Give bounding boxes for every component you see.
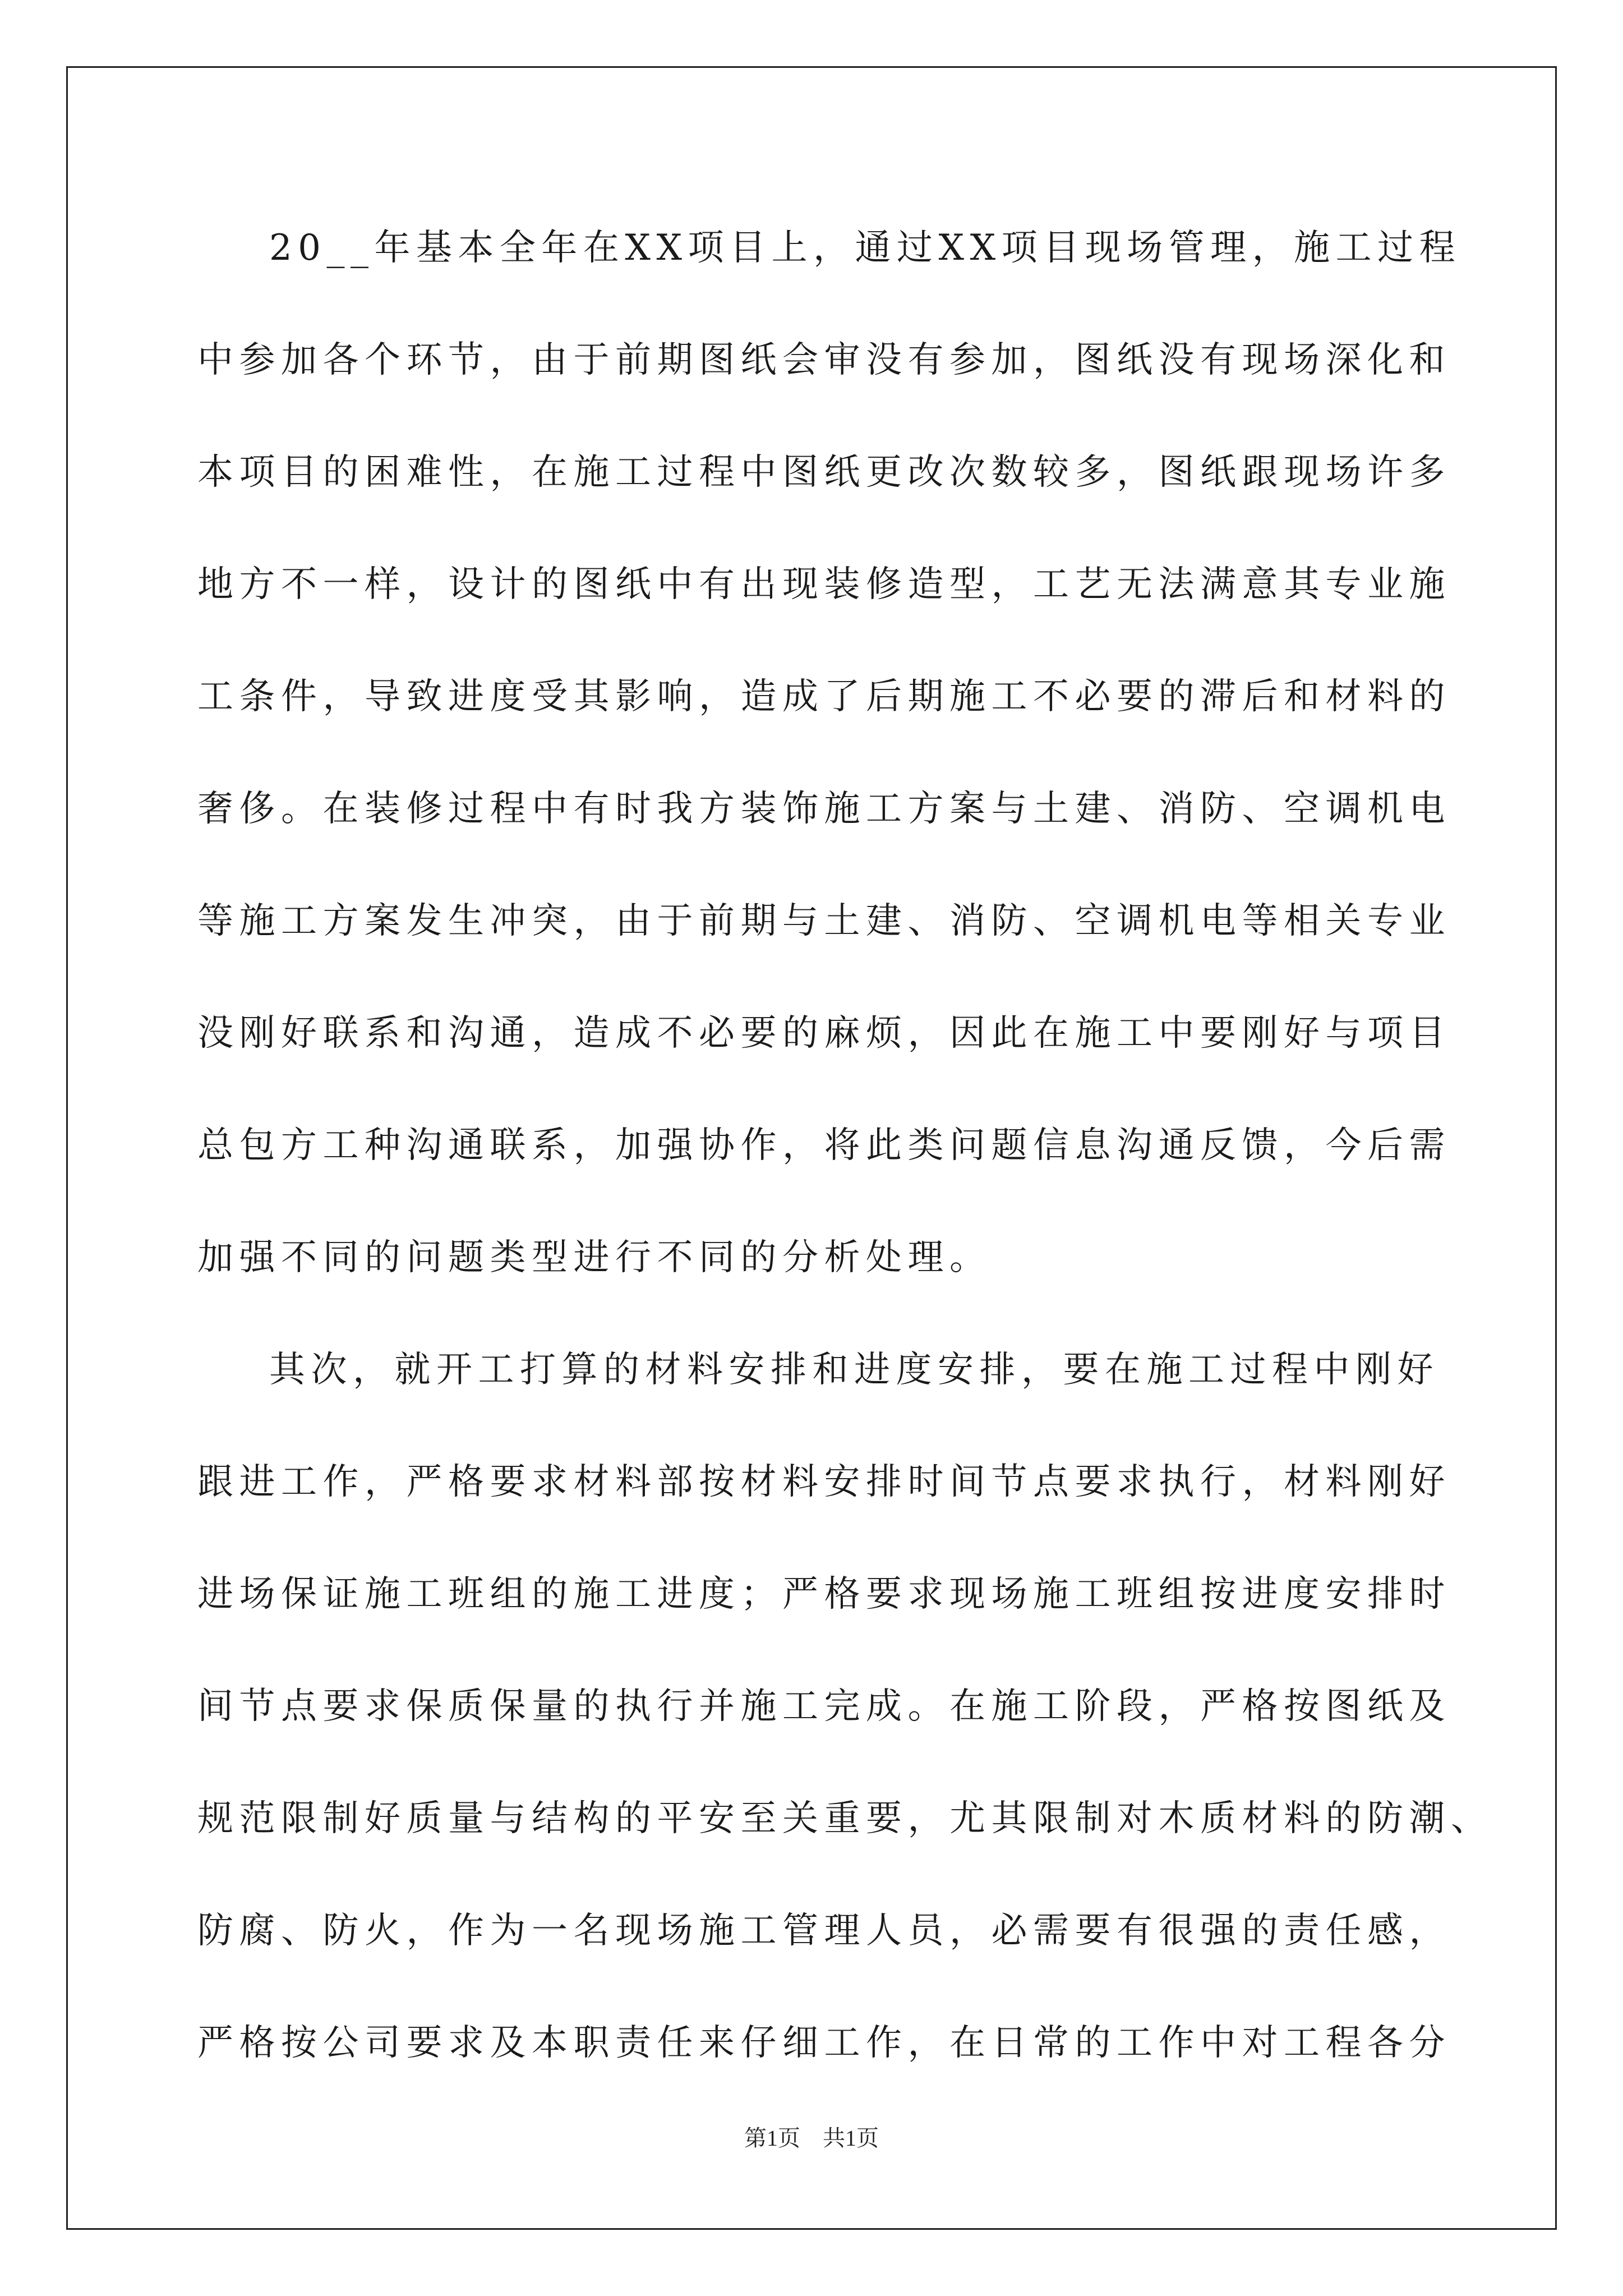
page-footer [0,2120,1623,2152]
paragraph-1-line-6: 奢侈。在装修过程中有时我方装饰施工方案与土建、消防、空调机电 [197,788,1451,830]
current-page-number: 第1页 [744,2125,800,2151]
paragraph-2-line-7: 严格按公司要求及本职责任来仔细工作，在日常的工作中对工程各分 [197,2022,1451,2064]
paragraph-2-line-4: 间节点要求保质保量的执行并施工完成。在施工阶段，严格按图纸及 [197,1686,1451,1727]
paragraph-1-line-3: 本项目的困难性，在施工过程中图纸更改次数较多，图纸跟现场许多 [197,452,1451,493]
paragraph-2-line-1: 其次，就开工打算的材料安排和进度安排，要在施工过程中刚好 [269,1349,1439,1391]
paragraph-1-line-5: 工条件，导致进度受其影响，造成了后期施工不必要的滞后和材料的 [197,676,1451,717]
paragraph-1-line-4: 地方不一样，设计的图纸中有出现装修造型，工艺无法满意其专业施 [197,564,1451,605]
paragraph-1-line-2: 中参加各个环节，由于前期图纸会审没有参加，图纸没有现场深化和 [197,339,1451,381]
paragraph-1-line-8: 没刚好联系和沟通，造成不必要的麻烦，因此在施工中要刚好与项目 [197,1013,1451,1054]
paragraph-1-line-1: 20__年基本全年在XX项目上，通过XX项目现场管理，施工过程 [269,227,1461,269]
paragraph-2-line-6: 防腐、防火，作为一名现场施工管理人员，必需要有很强的责任感， [197,1910,1451,1952]
paragraph-1-line-10: 加强不同的问题类型进行不同的分析处理。 [197,1237,992,1278]
paragraph-1-line-9: 总包方工种沟通联系，加强协作，将此类问题信息沟通反馈，今后需 [197,1125,1451,1166]
paragraph-1-line-7: 等施工方案发生冲突，由于前期与土建、消防、空调机电等相关专业 [197,900,1451,942]
paragraph-2-line-2: 跟进工作，严格要求材料部按材料安排时间节点要求执行，材料刚好 [197,1461,1451,1503]
paragraph-2-line-5: 规范限制好质量与结构的平安至关重要，尤其限制对木质材料的防潮、 [197,1798,1493,1839]
total-pages: 共1页 [823,2125,879,2151]
paragraph-2-line-3: 进场保证施工班组的施工进度；严格要求现场施工班组按进度安排时 [197,1573,1451,1615]
